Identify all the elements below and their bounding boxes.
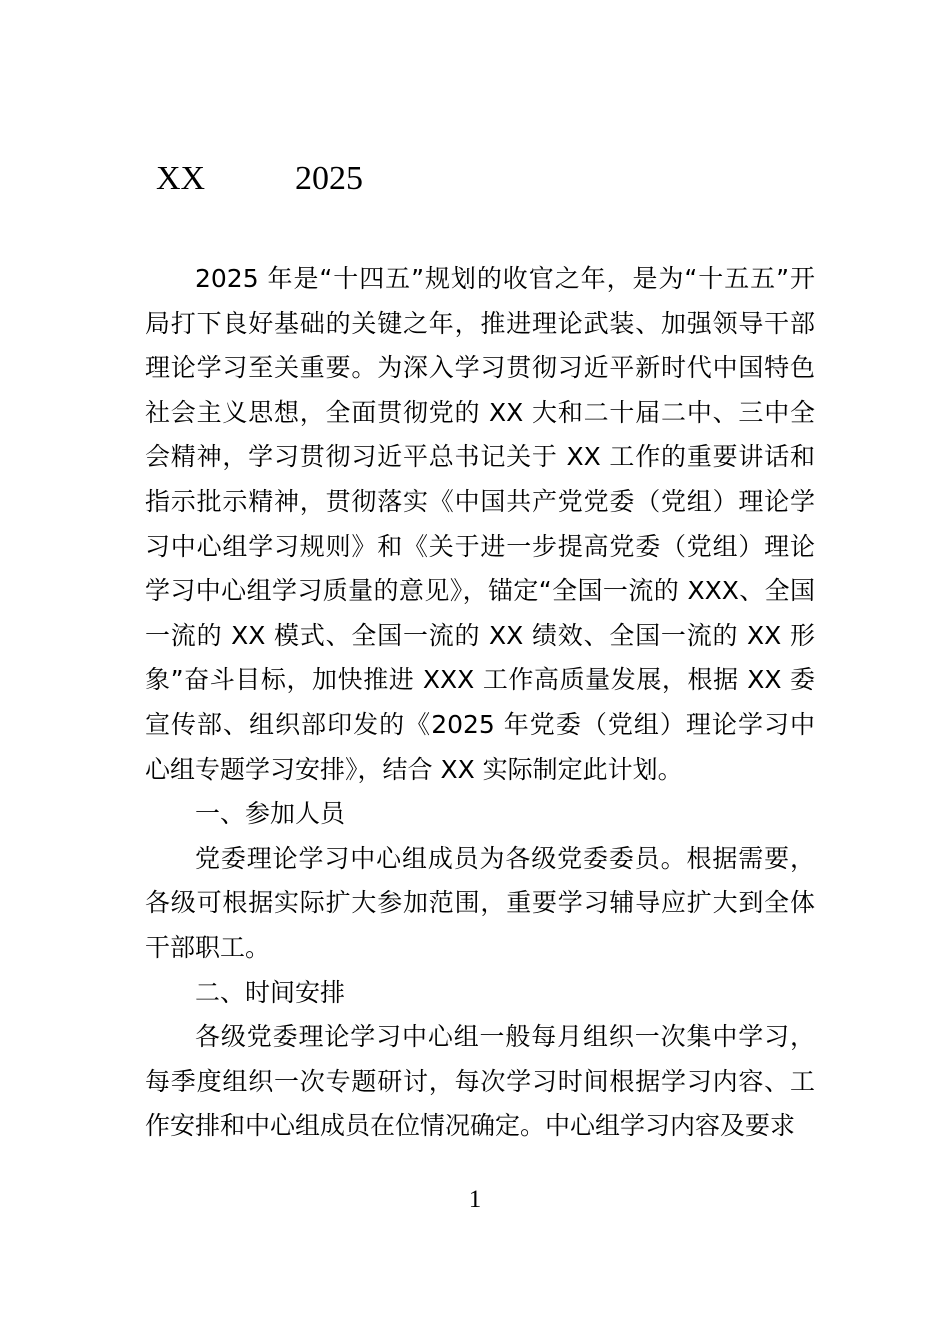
- section-heading-schedule: 二、时间安排: [195, 977, 346, 1007]
- section-heading-participants: 一、参加人员: [195, 799, 346, 829]
- document-title: [0, 160, 950, 210]
- title-year: 2025: [295, 160, 363, 197]
- intro-paragraph: 2025 年是“十四五”规划的收官之年，是为“十五五”开局打下良好基础的关键之年，推进理论武装、加强领导干部理论学习至关重要。为深入学习贯彻习近平新时代中国特色社会主义思想，全面贯彻党的 XX 大和二十届二中、三中全会精神，学习贯彻习近平总书记关于 XX 工作的重要讲话和指示批示精神，贯彻落实《中国共产党党委（党组）理论学习中心组学习规则》和《关于进一步提高党委（党组）理论学习中心组学习质量的意见》，锚定“全国一流的 XXX、全国一流的 XX 模式、全国一流的 XX 绩效、全国一流的 XX 形象”奋斗目标，加快推进 XXX 工作高质量发展，根据 XX 委宣传部、组织部印发的《2025 年党委（党组）理论学习中心组专题学习安排》，结合 XX 实际制定此计划。: [145, 264, 815, 784]
- title-organization: XX: [156, 160, 206, 197]
- participants-paragraph: 党委理论学习中心组成员为各级党委委员。根据需要，各级可根据实际扩大参加范围，重要学习辅导应扩大到全体干部职工。: [145, 843, 815, 962]
- document-body: [145, 257, 815, 1149]
- page-number: 1: [468, 1186, 482, 1213]
- schedule-paragraph: 各级党委理论学习中心组一般每月组织一次集中学习，每季度组织一次专题研讨，每次学习时间根据学习内容、工作安排和中心组成员在位情况确定。中心组学习内容及要求: [145, 1022, 815, 1141]
